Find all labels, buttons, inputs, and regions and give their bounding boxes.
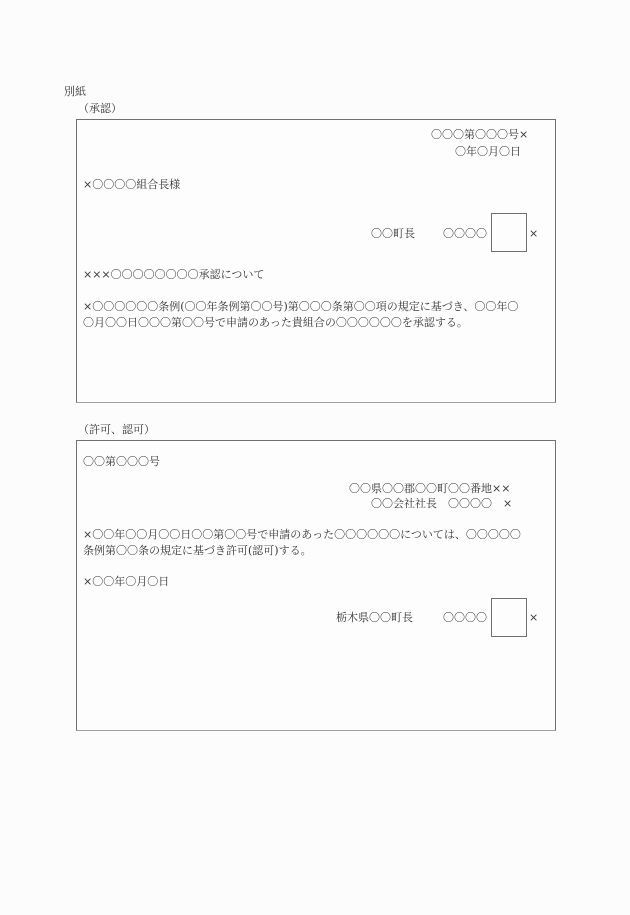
approval-subject: ×××〇〇〇〇〇〇〇〇承認について (83, 268, 265, 281)
approval-body-line-1: ×〇〇〇〇〇〇条例(〇〇年条例第〇〇号)第〇〇〇条第〇〇項の規定に基づき、〇〇年〇 (83, 300, 519, 313)
approval-doc-number: 〇〇〇第〇〇〇号× (431, 128, 529, 141)
permit-heading: （許可、認可） (78, 423, 155, 436)
approval-addressee: ×〇〇〇〇組合長様 (83, 178, 181, 191)
approval-issuer-title: 〇〇町長 (371, 227, 415, 240)
permit-recipient-name: 〇〇会社社長 〇〇〇〇 × (371, 497, 513, 510)
permit-recipient-address: 〇〇県〇〇郡〇〇町〇〇番地×× (349, 482, 511, 495)
permit-doc-number: 〇〇第〇〇〇号 (83, 455, 160, 468)
permit-issuer-name: 〇〇〇〇 (443, 611, 487, 624)
approval-seal-mark: × (529, 227, 539, 240)
approval-issuer-name: 〇〇〇〇 (443, 227, 487, 240)
permit-date: ×〇〇年〇月〇日 (83, 575, 170, 588)
approval-body-line-2: 〇月〇〇日〇〇〇第〇〇号で申請のあった貴組合の〇〇〇〇〇〇を承認する。 (83, 316, 468, 329)
approval-date: 〇年〇月〇日 (455, 145, 521, 158)
approval-seal-box (491, 213, 527, 252)
attachment-label: 別紙 (64, 85, 86, 98)
permit-body-line-1: ×〇〇年〇〇月〇〇日〇〇第〇〇号で申請のあった〇〇〇〇〇〇については、〇〇〇〇〇 (83, 528, 521, 541)
permit-issuer-title: 栃木県〇〇町長 (336, 611, 413, 624)
approval-heading: （承認） (78, 102, 122, 115)
permit-seal-mark: × (529, 611, 539, 624)
permit-body-line-2: 条例第〇〇条の規定に基づき許可(認可)する。 (83, 544, 312, 557)
approval-form-box (76, 119, 556, 403)
permit-seal-box (491, 598, 527, 637)
